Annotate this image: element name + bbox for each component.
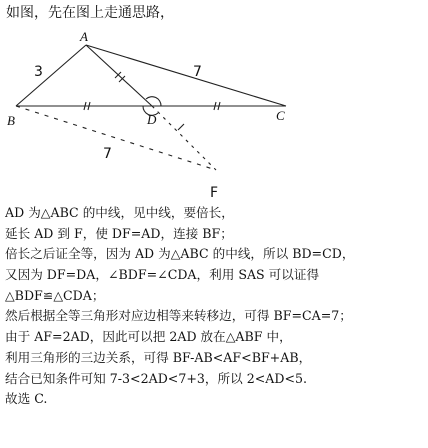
vertex-f-label: F	[210, 185, 219, 201]
solution-line: 由于 AF=2AD，因此可以把 2AD 放在△ABF 中，	[5, 329, 292, 345]
vertex-d-label: D	[147, 112, 157, 127]
segment-ac	[86, 45, 286, 106]
solution-line: 故选 C.	[5, 391, 48, 407]
segment-ad	[86, 45, 152, 106]
solution-line: 又因为 DF=DA，∠BDF=∠CDA，利用 SAS 可以证得	[5, 267, 320, 283]
tick-mark-df	[178, 124, 184, 130]
label-bf: 7	[103, 146, 112, 162]
solution-line: 利用三角形的三边关系，可得 BF-AB<AF<BF+AB，	[5, 349, 312, 365]
solution-line: 然后根据全等三角形对应边相等来转移边，可得 BF=CA=7；	[5, 308, 352, 324]
label-ab: 3	[34, 64, 43, 80]
solution-line: 延长 AD 到 F，使 DF=AD，连接 BF；	[5, 225, 233, 241]
segment-df-dashed	[152, 106, 216, 170]
solution-line: AD 为△ABC 的中线，见中线，要倍长，	[5, 205, 234, 220]
segment-bf-dashed	[16, 106, 216, 170]
angle-mark-cda	[146, 97, 161, 106]
geometry-figure	[0, 26, 428, 201]
solution-line: 结合已知条件可知 7-3<2AD<7+3，所以 2<AD<5.	[5, 370, 308, 386]
vertex-a-label: A	[80, 29, 88, 44]
solution-line: 倍长之后证全等，因为 AD 为△ABC 的中线，所以 BD=CD，	[5, 246, 355, 262]
vertex-c-label: C	[276, 108, 285, 123]
intro-text: 如图，先在图上走通思路，	[6, 5, 174, 21]
segment-ab	[16, 45, 86, 106]
vertex-b-label: B	[7, 113, 15, 128]
solution-text	[5, 203, 425, 410]
solution-line: △BDF≌△CDA；	[5, 287, 105, 303]
label-ac: 7	[193, 64, 202, 80]
